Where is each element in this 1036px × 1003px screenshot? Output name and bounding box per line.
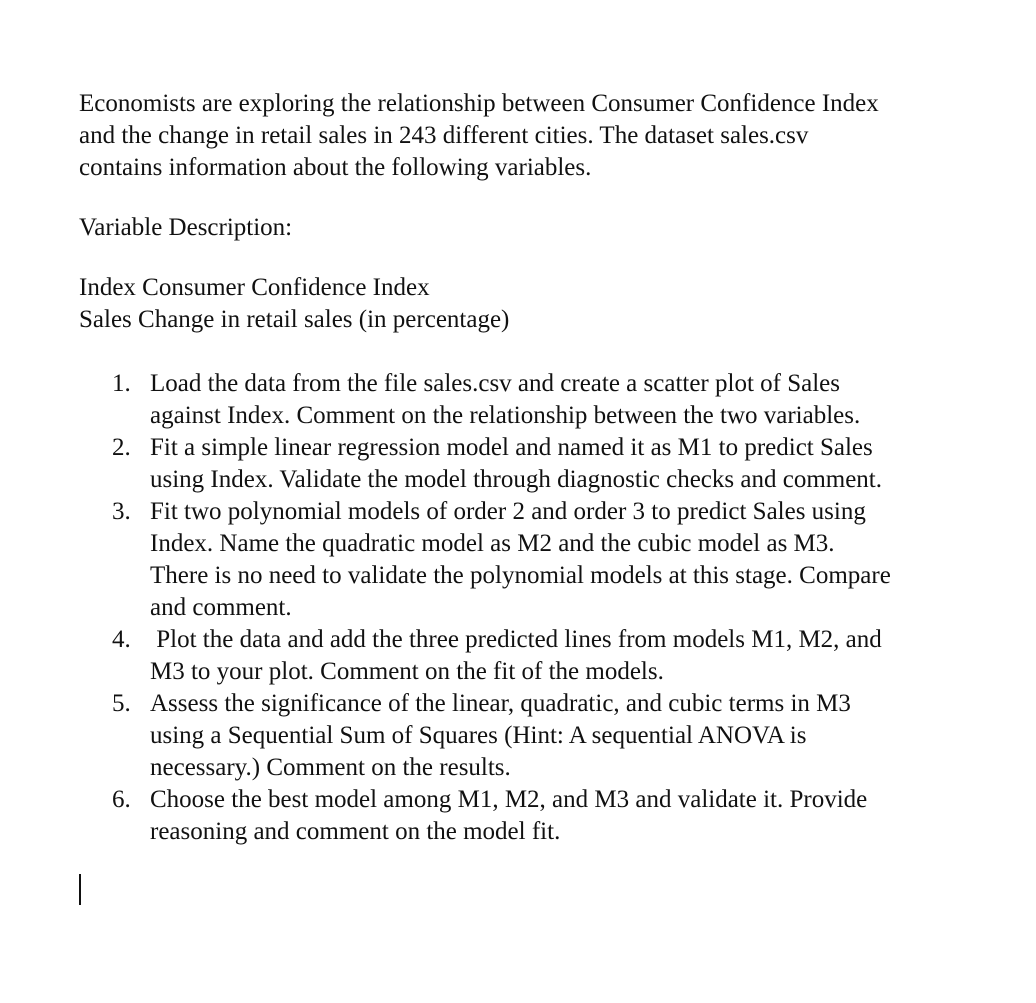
- intro-line: contains information about the following variables.: [79, 154, 592, 181]
- variable-heading: Variable Description:: [79, 214, 293, 241]
- task-number: 2.: [112, 434, 131, 461]
- task-item-4: [0, 624, 1036, 688]
- intro-line: and the change in retail sales in 243 different cities. The dataset sales.csv: [79, 122, 809, 149]
- task-line: Index. Name the quadratic model as M2 and the cubic model as M3.: [150, 530, 835, 557]
- task-number: 1.: [112, 370, 131, 397]
- task-line: using a Sequential Sum of Squares (Hint: A sequential ANOVA is: [150, 722, 807, 749]
- intro-line: Economists are exploring the relationship between Consumer Confidence Index: [79, 90, 879, 117]
- task-number: 4.: [112, 626, 131, 653]
- task-line: Choose the best model among M1, M2, and M3 and validate it. Provide: [150, 786, 868, 813]
- task-item-6: [0, 784, 1036, 848]
- task-line: and comment.: [150, 594, 292, 621]
- task-line: Load the data from the file sales.csv and create a scatter plot of Sales: [150, 370, 840, 397]
- variable-entry-sales: Sales Change in retail sales (in percentage): [79, 306, 510, 333]
- task-list: [0, 368, 1036, 848]
- task-line: Fit two polynomial models of order 2 and order 3 to predict Sales using: [150, 498, 866, 525]
- task-line: There is no need to validate the polynomial models at this stage. Compare: [150, 562, 891, 589]
- task-number: 5.: [112, 690, 131, 717]
- task-line: Plot the data and add the three predicted lines from models M1, M2, and: [150, 626, 882, 653]
- variable-entry-index: Index Consumer Confidence Index: [79, 274, 430, 301]
- task-line: reasoning and comment on the model fit.: [150, 818, 561, 845]
- task-line: Assess the significance of the linear, quadratic, and cubic terms in M3: [150, 690, 851, 717]
- task-item-3: [0, 496, 1036, 624]
- task-line: M3 to your plot. Comment on the fit of the models.: [150, 658, 664, 685]
- task-line: Fit a simple linear regression model and named it as M1 to predict Sales: [150, 434, 873, 461]
- task-line: against Index. Comment on the relationship between the two variables.: [150, 402, 861, 429]
- task-item-5: [0, 688, 1036, 784]
- task-number: 6.: [112, 786, 131, 813]
- task-line: necessary.) Comment on the results.: [150, 754, 511, 781]
- task-number: 3.: [112, 498, 131, 525]
- text-cursor[interactable]: [79, 874, 81, 905]
- task-item-2: [0, 432, 1036, 496]
- task-line: using Index. Validate the model through diagnostic checks and comment.: [150, 466, 883, 493]
- intro-paragraph: [79, 88, 999, 184]
- variable-list: [79, 272, 999, 336]
- task-item-1: [0, 368, 1036, 432]
